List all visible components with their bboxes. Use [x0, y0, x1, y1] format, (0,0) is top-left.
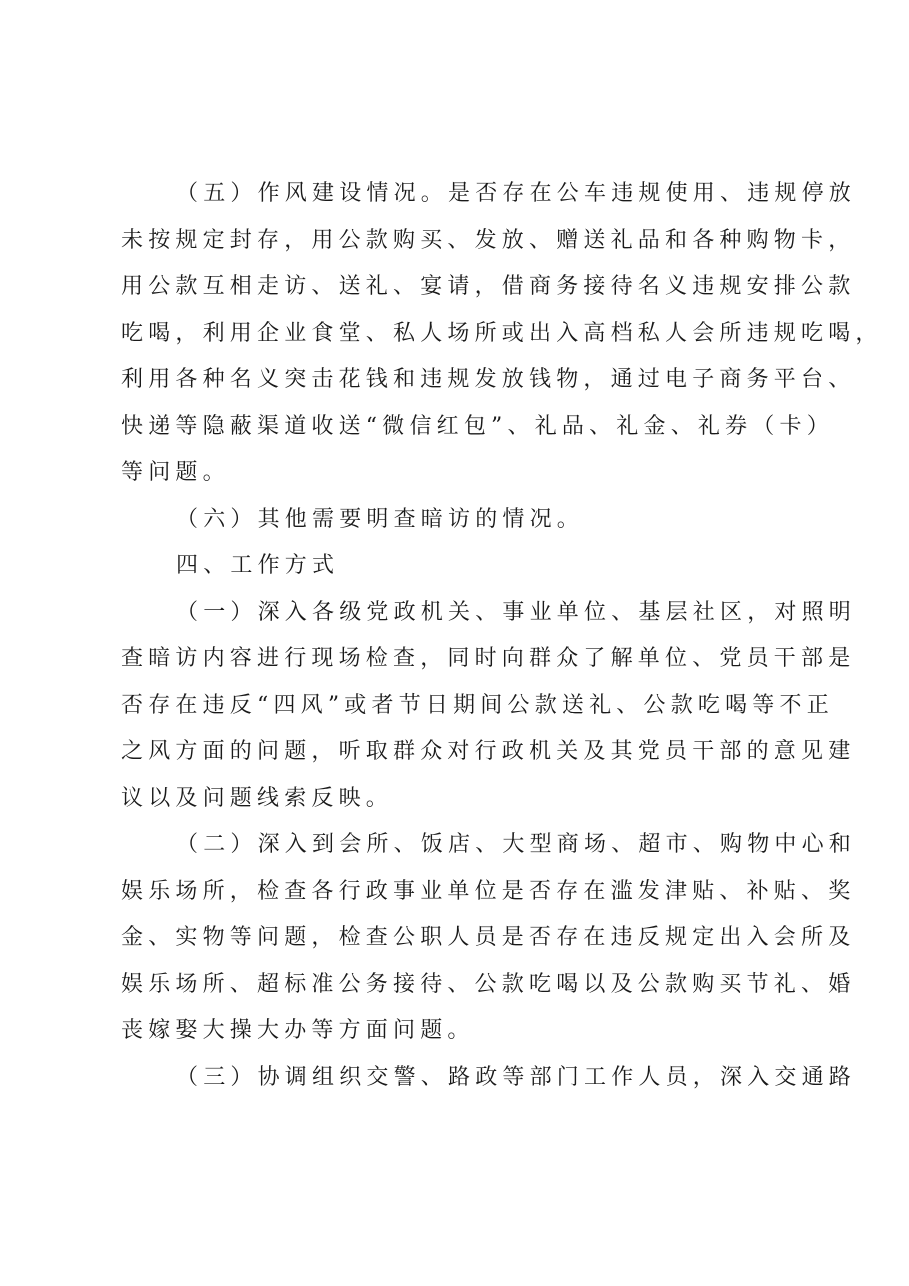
- text-line: （三）协调组织交警、路政等部门工作人员，深入交通路: [176, 1064, 857, 1090]
- text-line: 快递等隐蔽渠道收送“微信红包”、礼品、礼金、礼券（卡）: [121, 413, 834, 439]
- text-line: （一）深入各级党政机关、事业单位、基层社区，对照明: [176, 599, 857, 625]
- paragraph-method-two: [121, 822, 857, 1055]
- text-line: 利用各种名义突击花钱和违规发放钱物，通过电子商务平台、: [121, 367, 856, 392]
- text-line: 之风方面的问题，听取群众对行政机关及其党员干部的意见建: [121, 739, 856, 764]
- text-line: 金、实物等问题，检查公职人员是否存在违反规定出入会所及: [121, 925, 856, 950]
- text-line: 吃喝，利用企业食堂、私人场所或出入高档私人会所违规吃喝，: [121, 320, 883, 346]
- paragraph-method-one: [121, 590, 857, 823]
- text-line: 等问题。: [121, 460, 230, 485]
- text-line: （六）其他需要明查暗访的情况。: [176, 506, 585, 532]
- paragraph-other-situations: [121, 497, 811, 544]
- section-heading: 四、工作方式: [176, 553, 340, 578]
- text-line: 娱乐场所，检查各行政事业单位是否存在滥发津贴、补贴、奖: [121, 878, 856, 904]
- text-line: 查暗访内容进行现场检查，同时向群众了解单位、党员干部是: [121, 646, 856, 671]
- text-line: 未按规定封存，用公款购买、发放、赠送礼品和各种购物卡，: [121, 227, 856, 253]
- text-line: （二）深入到会所、饭店、大型商场、超市、购物中心和: [176, 832, 857, 857]
- section-heading-work-methods: [121, 543, 811, 590]
- text-line: （五）作风建设情况。是否存在公车违规使用、违规停放: [176, 181, 857, 206]
- text-line: 娱乐场所、超标准公务接待、公款吃喝以及公款购买节礼、婚: [121, 971, 856, 997]
- text-line: 否存在违反“四风”或者节日期间公款送礼、公款吃喝等不正: [121, 692, 834, 718]
- text-line: 丧嫁娶大操大办等方面问题。: [121, 1018, 475, 1043]
- text-line: 议以及问题线索反映。: [121, 785, 394, 811]
- text-line: 用公款互相走访、送礼、宴请，借商务接待名义违规安排公款: [121, 274, 856, 299]
- paragraph-work-style: [121, 171, 883, 497]
- paragraph-method-three: [121, 1055, 857, 1102]
- document-body: [121, 171, 883, 1101]
